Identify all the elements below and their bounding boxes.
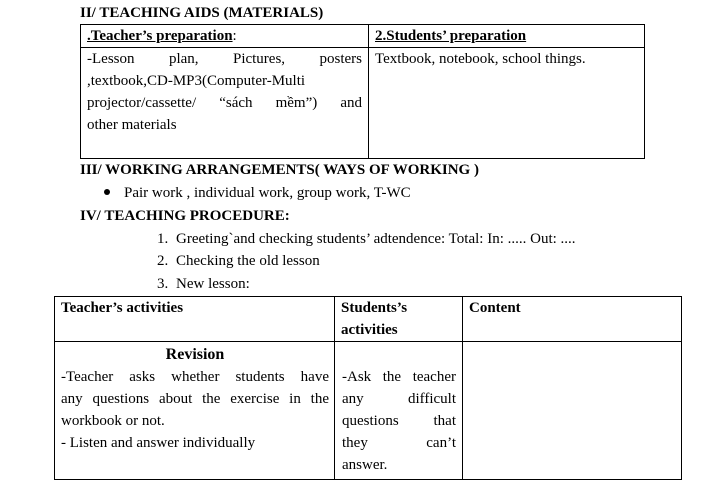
section-teaching-aids-heading: II/ TEACHING AIDS (MATERIALS) [80, 5, 324, 21]
content-cell [463, 342, 682, 480]
step-number: 1. [157, 231, 169, 247]
students-activities-header-cell [335, 297, 463, 342]
step-number: 2. [157, 253, 169, 269]
teacher-activity-line: workbook or not. [61, 413, 165, 429]
preparation-table [80, 24, 645, 159]
student-activity-line: they can’t [342, 435, 456, 451]
students-preparation-cell [369, 48, 645, 159]
teacher-preparation-line: -Lesson plan, Pictures, posters [87, 51, 362, 67]
step-text: Checking the old lesson [176, 253, 320, 269]
working-arrangements-bullet-item [104, 182, 411, 204]
teacher-activities-cell [55, 342, 335, 480]
step-number: 3. [157, 276, 169, 292]
working-arrangements-text: Pair work , individual work, group work, T-WC [124, 185, 411, 201]
procedure-step [157, 273, 250, 295]
content-header-cell [463, 297, 682, 342]
student-activity-line: answer. [342, 457, 388, 473]
teacher-preparation-header: .Teacher’s preparation [87, 28, 233, 44]
section-teaching-procedure-heading: IV/ TEACHING PROCEDURE: [80, 208, 290, 224]
procedure-table [54, 296, 682, 480]
teacher-preparation-colon: : [232, 28, 237, 44]
step-text: Greeting`and checking students’ adtendence: Total: In: ..... Out: .... [176, 231, 576, 247]
teacher-activities-header-cell [55, 297, 335, 342]
teacher-activities-header: Teacher’s activities [61, 300, 184, 316]
students-activities-cell [335, 342, 463, 480]
teacher-activity-line: - Listen and answer individually [61, 435, 256, 451]
bullet-icon [104, 189, 110, 195]
students-preparation-text: Textbook, notebook, school things. [375, 51, 586, 67]
content-header: Content [469, 300, 521, 316]
teacher-activity-line: -Teacher asks whether students have [61, 369, 329, 385]
student-activity-line: any difficult [342, 391, 456, 407]
teacher-preparation-cell [81, 48, 369, 159]
teacher-preparation-line: projector/cassette/ “sách mềm”) and [87, 95, 362, 111]
student-activity-line: -Ask the teacher [342, 369, 456, 385]
procedure-step [157, 228, 576, 250]
section-working-arrangements-heading: III/ WORKING ARRANGEMENTS( WAYS OF WORKING ) [80, 162, 479, 178]
revision-title: Revision [165, 346, 225, 363]
step-text: New lesson: [176, 276, 250, 292]
students-preparation-header-cell [369, 25, 645, 48]
students-activities-header: activities [341, 322, 398, 338]
students-activities-header: Students’s [341, 300, 408, 316]
students-preparation-header: 2.Students’ preparation [375, 28, 527, 44]
teacher-preparation-line: ,textbook,CD-MP3(Computer-Multi [87, 73, 306, 89]
procedure-step [157, 250, 320, 272]
teacher-preparation-header-cell [81, 25, 369, 48]
teacher-activity-line: any questions about the exercise in the [61, 391, 329, 407]
student-activity-line: questions that [342, 413, 456, 429]
teacher-preparation-line: other materials [87, 117, 177, 133]
